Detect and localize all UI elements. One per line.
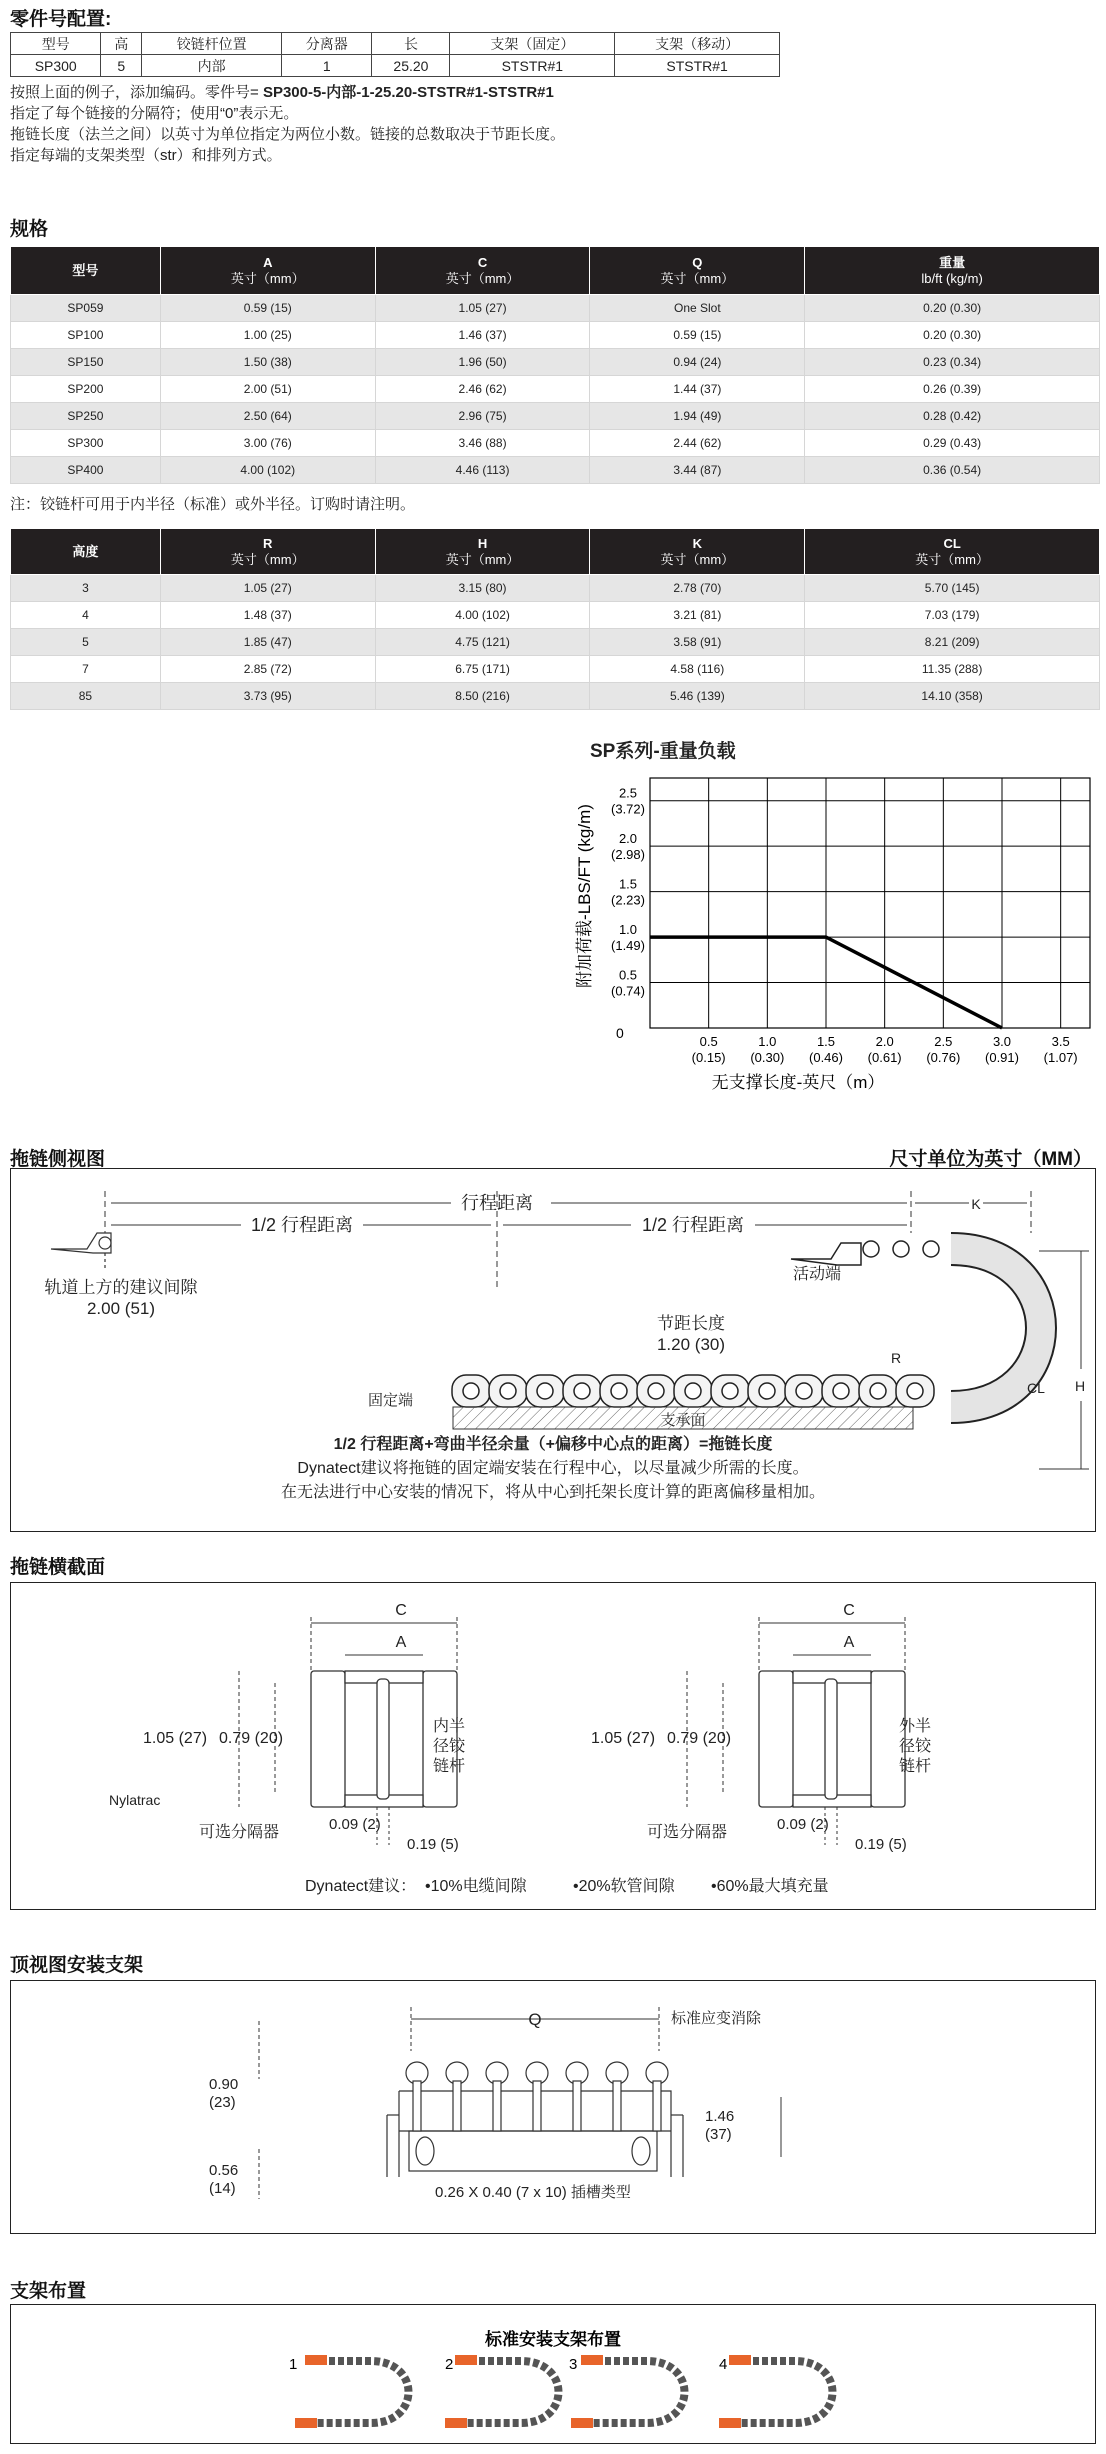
- bracket-top-icon: [581, 2355, 603, 2365]
- pn-header-1: 高: [101, 33, 142, 55]
- table-cell: 1.94 (49): [590, 403, 805, 430]
- bracket-left-icon: [51, 1233, 111, 1269]
- chart-origin-label: 0: [616, 1025, 624, 1041]
- bracket-top-icon: [305, 2355, 327, 2365]
- chain-pin: [870, 1383, 886, 1399]
- h1-left: 1.05 (27): [143, 1730, 208, 1747]
- spec-table-model: [10, 246, 1100, 484]
- note-example-part: SP300-5-内部-1-25.20-STSTR#1-STSTR#1: [262, 84, 554, 101]
- table1-header-unit: 英寸（mm）: [445, 270, 520, 286]
- inner-line2: 径铰: [432, 1738, 466, 1755]
- chart-xtick: 1.5: [816, 1034, 836, 1049]
- load-chart: [560, 760, 1100, 1100]
- table-cell: 3.58 (91): [590, 629, 805, 656]
- table-cell: SP200: [11, 376, 161, 403]
- chain-bend: [951, 1249, 1041, 1407]
- sep-left: 可选分隔器: [198, 1824, 280, 1841]
- table-cell: 3: [11, 575, 161, 602]
- pn-value-3: 1: [282, 55, 372, 77]
- chain-pin: [500, 1383, 516, 1399]
- chain-pin: [648, 1383, 664, 1399]
- table2-header-name: H: [477, 535, 488, 551]
- chart-ytick: 2.5: [618, 785, 638, 801]
- table-cell: 11.35 (288): [805, 656, 1100, 683]
- chain-pin: [463, 1383, 479, 1399]
- d1-left: 0.09 (2): [329, 1816, 381, 1833]
- rec-cable: •10%电缆间隙: [425, 1878, 527, 1895]
- table-cell: 0.59 (15): [590, 322, 805, 349]
- tooth-stem: [653, 2081, 661, 2131]
- pn-value-5: STSTR#1: [450, 55, 615, 77]
- chain-pin: [722, 1383, 738, 1399]
- table2-header-name: K: [692, 535, 703, 551]
- table-cell: 85: [11, 683, 161, 710]
- chart-ytick-m: (0.74): [611, 983, 645, 999]
- tooth-stem: [533, 2081, 541, 2131]
- table-cell: 7: [11, 656, 161, 683]
- note-length: 拖链长度（法兰之间）以英寸为单位指定为两位小数。链接的总数取决于节距长度。: [10, 126, 566, 143]
- chart-ytick-m: (3.72): [611, 801, 645, 817]
- bracket-panel: [10, 2304, 1096, 2444]
- table1-header-unit: 英寸（mm）: [660, 270, 735, 286]
- d2-right: 0.19 (5): [855, 1836, 907, 1853]
- pn-value-2: 内部: [142, 55, 282, 77]
- part-number-table: [10, 32, 780, 77]
- chain-pin: [796, 1383, 812, 1399]
- tooth-stem: [493, 2081, 501, 2131]
- chain-pin: [907, 1383, 923, 1399]
- specs-title: 规格: [10, 219, 49, 240]
- strain-relief-teeth-icon: [406, 2062, 668, 2131]
- travel-label: 行程距离: [461, 1193, 533, 1213]
- chain-pin: [611, 1383, 627, 1399]
- rec-hose: •20%软管间隙: [573, 1878, 675, 1895]
- table2-header-unit: 英寸（mm）: [445, 551, 520, 567]
- pn-value-4: 25.20: [372, 55, 450, 77]
- h-label: H: [1075, 1378, 1086, 1394]
- table2-header-2: [375, 529, 590, 575]
- top-view-title: 顶视图安装支架: [10, 1955, 144, 1976]
- table-cell: 2.44 (62): [590, 430, 805, 457]
- tooth-stem: [613, 2081, 621, 2131]
- moving-end-label: 活动端: [792, 1266, 842, 1283]
- table-row: [11, 602, 1100, 629]
- sep-right: 可选分隔器: [646, 1824, 728, 1841]
- table-row: [11, 656, 1100, 683]
- table1-header-4: [805, 247, 1100, 295]
- chart-ytick: 1.5: [618, 876, 638, 892]
- table-cell: 1.00 (25): [160, 322, 375, 349]
- table-cell: SP100: [11, 322, 161, 349]
- table-row: [11, 403, 1100, 430]
- d1-right: 0.09 (2): [777, 1816, 829, 1833]
- table-cell: 8.50 (216): [375, 683, 590, 710]
- table-cell: 5.70 (145): [805, 575, 1100, 602]
- c-right: C: [843, 1602, 855, 1619]
- table-cell: SP059: [11, 295, 161, 322]
- table-cell: 1.44 (37): [590, 376, 805, 403]
- a-left: A: [395, 1634, 407, 1651]
- table-cell: 4: [11, 602, 161, 629]
- table1-header-name: 型号: [72, 262, 99, 278]
- clearance-value: 2.00 (51): [86, 1299, 156, 1318]
- table-cell: 1.85 (47): [160, 629, 375, 656]
- tooth-stem: [453, 2081, 461, 2131]
- chain-pin-top: [893, 1241, 909, 1257]
- bracket-bottom-icon: [295, 2418, 317, 2428]
- pn-value-6: STSTR#1: [615, 55, 780, 77]
- table2-header-unit: 英寸（mm）: [915, 551, 989, 567]
- table2-header-4: [805, 529, 1100, 575]
- table1-header-name: 重量: [939, 254, 966, 270]
- bracket-bottom-icon: [719, 2418, 741, 2428]
- chart-xtick-m: (1.07): [1043, 1050, 1078, 1065]
- table-cell: 4.00 (102): [375, 602, 590, 629]
- cross-section-diagram: [11, 1583, 1095, 1909]
- table-cell: SP250: [11, 403, 161, 430]
- inner-line3: 链杆: [432, 1758, 466, 1775]
- pn-value-1: 5: [101, 55, 142, 77]
- config-title: 零件号配置:: [10, 9, 112, 30]
- chart-title: SP系列-重量负载: [590, 741, 736, 762]
- bracket-bottom-icon: [571, 2418, 593, 2428]
- h1-mm: (23): [209, 2094, 236, 2111]
- fixed-end-label: 固定端: [367, 1392, 413, 1409]
- chain-pin-top: [863, 1241, 879, 1257]
- table-cell: 1.96 (50): [375, 349, 590, 376]
- d2-left: 0.19 (5): [407, 1836, 459, 1853]
- tooth-stem: [573, 2081, 581, 2131]
- table-cell: 5.46 (139): [590, 683, 805, 710]
- table-row: [11, 629, 1100, 656]
- table2-header-0: [11, 529, 161, 575]
- cl-label: CL: [1027, 1380, 1045, 1396]
- table-cell: SP300: [11, 430, 161, 457]
- side-view-title: 拖链侧视图: [10, 1149, 106, 1170]
- table-cell: 3.73 (95): [160, 683, 375, 710]
- chain-pin: [537, 1383, 553, 1399]
- tooth-stem: [413, 2081, 421, 2131]
- spec-table-note: 注：铰链杆可用于内半径（标准）或外半径。订购时请注明。: [10, 496, 416, 513]
- table-cell: 1.46 (37): [375, 322, 590, 349]
- nylatrac-label: Nylatrac: [109, 1792, 161, 1808]
- chart-xtick-m: (0.91): [985, 1050, 1019, 1065]
- h2-left: 0.79 (20): [219, 1730, 284, 1747]
- table2-header-1: [160, 529, 375, 575]
- table-cell: 0.36 (0.54): [805, 457, 1100, 484]
- pn-header-0: 型号: [11, 33, 101, 55]
- table-cell: 0.26 (0.39): [805, 376, 1100, 403]
- half-travel-left: 1/2 行程距离: [250, 1215, 354, 1235]
- clearance-label: 轨道上方的建议间隙: [44, 1278, 198, 1297]
- outer-line1: 外半: [898, 1718, 932, 1735]
- chart-xtick-m: (0.76): [926, 1050, 961, 1065]
- table-cell: 2.78 (70): [590, 575, 805, 602]
- pn-header-4: 长: [372, 33, 450, 55]
- table-cell: SP400: [11, 457, 161, 484]
- table-row: [11, 376, 1100, 403]
- table1-header-name: Q: [692, 254, 703, 270]
- pn-header-3: 分离器: [282, 33, 372, 55]
- slot-label: 0.26 X 0.40 (7 x 10) 插槽类型: [435, 2184, 631, 2201]
- c-left: C: [395, 1602, 407, 1619]
- table-row: [11, 430, 1100, 457]
- arrangement-chain-3: [577, 2361, 685, 2423]
- chart-ytick: 0.5: [618, 967, 638, 983]
- table-cell: 1.48 (37): [160, 602, 375, 629]
- arr-num-3: 3: [569, 2356, 578, 2373]
- pitch-label: 节距长度: [657, 1314, 725, 1333]
- table-cell: 2.00 (51): [160, 376, 375, 403]
- table-cell: 3.46 (88): [375, 430, 590, 457]
- h3-value: 0.56: [209, 2162, 239, 2179]
- table-row: [11, 349, 1100, 376]
- arrangement-chain-2: [451, 2361, 559, 2423]
- pn-header-5: 支架（固定）: [450, 33, 615, 55]
- pn-header-6: 支架（移动）: [615, 33, 780, 55]
- table-cell: 3.15 (80): [375, 575, 590, 602]
- table2-header-name: CL: [943, 535, 961, 551]
- support-surface: [453, 1407, 913, 1429]
- side-view-diagram: [11, 1169, 1095, 1531]
- cross-section-panel: [10, 1582, 1096, 1910]
- outer-line3: 链杆: [898, 1758, 932, 1775]
- side-note-2: 在无法进行中心安装的情况下，将从中心到托架长度计算的距离偏移量相加。: [280, 1484, 826, 1501]
- cross-section-title: 拖链横截面: [10, 1557, 106, 1578]
- bracket-top-icon: [729, 2355, 751, 2365]
- table-cell: 0.20 (0.30): [805, 322, 1100, 349]
- table-cell: 1.05 (27): [375, 295, 590, 322]
- table-cell: SP150: [11, 349, 161, 376]
- table-cell: 2.96 (75): [375, 403, 590, 430]
- chart-xtick: 3.0: [992, 1034, 1012, 1049]
- chart-xtick-m: (0.15): [691, 1050, 726, 1065]
- h2-right: 0.79 (20): [667, 1730, 732, 1747]
- outer-line2: 径铰: [898, 1738, 932, 1755]
- table-cell: 2.50 (64): [160, 403, 375, 430]
- spec-table-height: [10, 528, 1100, 710]
- half-travel-right: 1/2 行程距离: [641, 1215, 745, 1235]
- table-cell: 0.28 (0.42): [805, 403, 1100, 430]
- table-cell: 7.03 (179): [805, 602, 1100, 629]
- config-notes: [10, 82, 1090, 166]
- table1-header-unit: 英寸（mm）: [230, 270, 305, 286]
- h2-mm: (37): [705, 2126, 732, 2143]
- chain-pin-top: [923, 1241, 939, 1257]
- h1-right: 1.05 (27): [591, 1730, 656, 1747]
- chart-xtick: 2.0: [875, 1034, 894, 1049]
- table2-header-unit: 英寸（mm）: [230, 551, 305, 567]
- table-cell: 0.94 (24): [590, 349, 805, 376]
- bracket-title: 支架布置: [10, 2281, 87, 2302]
- top-view-diagram: [11, 1981, 1095, 2233]
- table-cell: 14.10 (358): [805, 683, 1100, 710]
- arrangement-chain-1: [301, 2361, 409, 2423]
- note-bracket: 指定每端的支架类型（str）和排列方式。: [10, 147, 282, 164]
- chart-xtick: 0.5: [699, 1034, 718, 1049]
- table2-header-name: R: [263, 535, 273, 551]
- arr-num-4: 4: [719, 2356, 728, 2373]
- table-cell: 5: [11, 629, 161, 656]
- table-cell: 2.46 (62): [375, 376, 590, 403]
- strain-relief-label: 标准应变消除: [671, 2010, 762, 2027]
- table-cell: 4.75 (121): [375, 629, 590, 656]
- a-right: A: [843, 1634, 855, 1651]
- table-row: [11, 457, 1100, 484]
- k-label: K: [971, 1196, 981, 1212]
- chain-pin: [685, 1383, 701, 1399]
- r-label: R: [891, 1350, 902, 1366]
- chart-xtick-m: (0.30): [750, 1050, 785, 1065]
- arr-num-2: 2: [445, 2356, 454, 2373]
- chart-ytick: 1.0: [618, 922, 638, 938]
- arrangement-chain-4: [725, 2361, 833, 2423]
- bracket-diagram: [11, 2305, 1095, 2443]
- chart-ytick-m: (2.98): [611, 847, 645, 863]
- table-cell: 3.21 (81): [590, 602, 805, 629]
- side-view-panel: [10, 1168, 1096, 1532]
- table2-header-unit: 英寸（mm）: [660, 551, 735, 567]
- table-cell: 4.46 (113): [375, 457, 590, 484]
- table1-header-2: [375, 247, 590, 295]
- top-view-panel: [10, 1980, 1096, 2234]
- pn-value-0: SP300: [11, 55, 101, 77]
- drag-chain-icon: [452, 1233, 1056, 1423]
- bracket-bottom-icon: [445, 2418, 467, 2428]
- bracket-top-icon: [455, 2355, 477, 2365]
- table-row: [11, 575, 1100, 602]
- table-cell: 8.21 (209): [805, 629, 1100, 656]
- chart-ytick-m: (2.23): [611, 892, 645, 908]
- units-note: 尺寸单位为英寸（MM）: [889, 1149, 1092, 1170]
- table-row: [11, 322, 1100, 349]
- chart-xtick: 1.0: [758, 1034, 777, 1049]
- chart-xtick-m: (0.46): [809, 1050, 843, 1065]
- table-cell: 4.00 (102): [160, 457, 375, 484]
- chart-ytick: 2.0: [618, 831, 638, 847]
- rec-prefix: Dynatect建议：: [305, 1878, 417, 1895]
- side-note-1: Dynatect建议将拖链的固定端安装在行程中心，以尽量减少所需的长度。: [297, 1460, 809, 1477]
- chart-xtick: 3.5: [1051, 1034, 1070, 1049]
- table1-header-1: [160, 247, 375, 295]
- table-cell: 4.58 (116): [590, 656, 805, 683]
- table-cell: 2.85 (72): [160, 656, 375, 683]
- table1-header-name: C: [477, 254, 488, 270]
- h2-value: 1.46: [705, 2108, 735, 2125]
- chart-ylabel: 附加荷载-LBS/FT (kg/m): [575, 804, 594, 988]
- table1-header-name: A: [263, 254, 273, 270]
- table-cell: 0.20 (0.30): [805, 295, 1100, 322]
- table-cell: One Slot: [590, 295, 805, 322]
- table-row: [11, 295, 1100, 322]
- table-cell: 0.59 (15): [160, 295, 375, 322]
- table1-header-3: [590, 247, 805, 295]
- table-cell: 0.23 (0.34): [805, 349, 1100, 376]
- bracket-right-icon: [791, 1243, 861, 1265]
- table-cell: 6.75 (171): [375, 656, 590, 683]
- bracket-box-title: 标准安装支架布置: [485, 2330, 621, 2349]
- table1-header-unit: lb/ft (kg/m): [921, 270, 983, 286]
- h1-value: 0.90: [209, 2076, 239, 2093]
- chart-ytick-m: (1.49): [611, 938, 645, 954]
- arr-num-1: 1: [289, 2356, 298, 2373]
- rec-fill: •60%最大填充量: [711, 1878, 829, 1895]
- formula-text: 1/2 行程距离+弯曲半径余量（+偏移中心点的距离）=拖链长度: [333, 1436, 773, 1453]
- note-separator: 指定了每个链接的分隔符；使用“0”表示无。: [10, 105, 299, 122]
- pn-header-2: 铰链杆位置: [142, 33, 282, 55]
- table1-header-0: [11, 247, 161, 295]
- table-cell: 1.05 (27): [160, 575, 375, 602]
- chart-xtick: 2.5: [934, 1034, 953, 1049]
- q-label: Q: [528, 2010, 542, 2029]
- table-cell: 1.50 (38): [160, 349, 375, 376]
- table-cell: 3.00 (76): [160, 430, 375, 457]
- pitch-value: 1.20 (30): [656, 1335, 726, 1354]
- chain-pin: [759, 1383, 775, 1399]
- chart-plot-area: [650, 778, 1090, 1028]
- chain-pin: [574, 1383, 590, 1399]
- table2-header-name: 高度: [72, 543, 99, 559]
- chain-pin: [833, 1383, 849, 1399]
- table2-header-3: [590, 529, 805, 575]
- note-example-prefix: 按照上面的例子，添加编码。零件号=: [10, 84, 263, 101]
- chart-xlabel: 无支撑长度-英尺（m）: [711, 1073, 885, 1092]
- chart-xtick-m: (0.61): [867, 1050, 902, 1065]
- table-cell: 0.29 (0.43): [805, 430, 1100, 457]
- table-cell: 3.44 (87): [590, 457, 805, 484]
- h3-mm: (14): [209, 2180, 236, 2197]
- table-row: [11, 683, 1100, 710]
- inner-line1: 内半: [432, 1718, 466, 1735]
